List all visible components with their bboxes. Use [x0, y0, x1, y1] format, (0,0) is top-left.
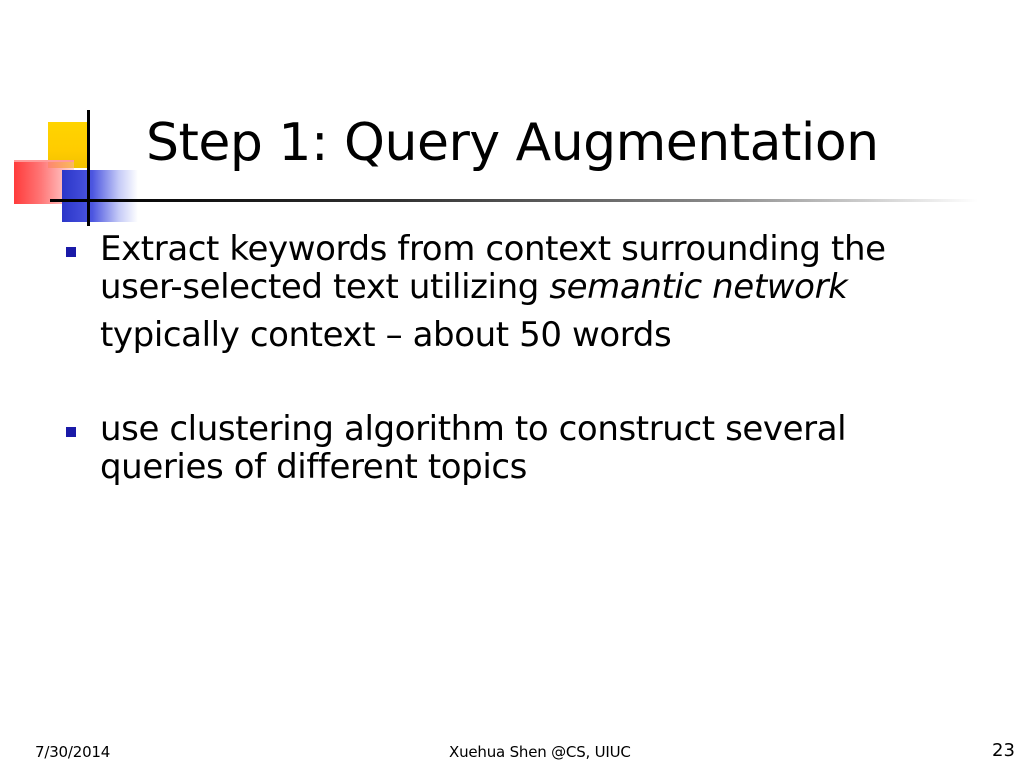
bullet-sub-line: typically context – about 50 words [100, 315, 672, 355]
bullet-text: Extract keywords from context surrounding the user-selected text utilizing [100, 229, 886, 307]
bullet-item [60, 230, 960, 306]
logo-horizontal-line [50, 199, 90, 202]
square-bullet-icon [66, 427, 76, 437]
logo-vertical-line [87, 110, 90, 226]
title-underline [88, 199, 978, 202]
slide-logo-decoration [0, 0, 160, 240]
bullet-text: use clustering algorithm to construct several queries of different topics [100, 409, 847, 487]
footer-author: Xuehua Shen @CS, UIUC [449, 743, 631, 761]
slide-title: Step 1: Query Augmentation [146, 113, 879, 173]
bullet-emphasis: semantic network [549, 267, 848, 307]
square-bullet-icon [66, 247, 76, 257]
slide-body [60, 230, 960, 486]
footer-date: 7/30/2014 [35, 743, 111, 761]
bullet-item [60, 410, 960, 486]
page-number: 23 [992, 740, 1015, 761]
logo-blue-square [62, 170, 138, 222]
